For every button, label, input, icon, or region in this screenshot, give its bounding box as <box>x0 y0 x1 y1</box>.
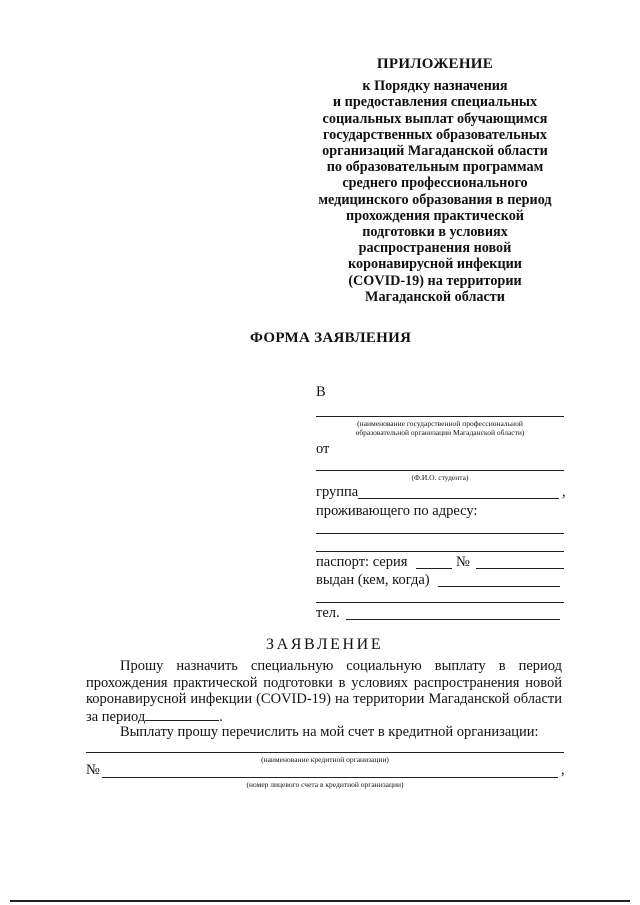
passport-number-field[interactable] <box>476 568 564 569</box>
passport-series-field[interactable] <box>416 568 452 569</box>
to-label: В <box>316 384 326 400</box>
appendix-line: распространения новой <box>358 240 512 257</box>
appendix-line: Магаданской области <box>365 288 505 305</box>
group-comma: , <box>562 484 566 500</box>
phone-label: тел. <box>316 605 340 621</box>
transfer-line: Выплату прошу перечислить на мой счет в кредитной организации: <box>120 724 539 740</box>
appendix-line: среднего профессионального <box>342 175 528 192</box>
appendix-line: к Порядку назначения <box>362 78 508 95</box>
statement-period-end: . <box>219 708 223 725</box>
appendix-line: социальных выплат обучающимся <box>322 110 548 127</box>
appendix-line: по образовательным программам <box>326 159 544 176</box>
group-field[interactable] <box>358 498 559 499</box>
appendix-line: и предоставления специальных <box>332 94 538 111</box>
statement-text: Прошу назначить специальную социальную выплату в период прохождения практической подготовки в условиях распространения новой коронавирусной инфекции (COVID-19) на территории Магаданской области за период <box>86 658 562 725</box>
appendix-line: прохождения практической <box>346 207 524 224</box>
appendix-line: медицинского образования в период <box>318 191 552 208</box>
appendix-line: подготовки в условиях <box>362 224 508 241</box>
bank-caption: (наименование кредитной организации) <box>261 755 389 764</box>
statement-title: ЗАЯВЛЕНИЕ <box>266 636 384 653</box>
org-caption-2: образовательной организации Магаданской области) <box>355 428 525 437</box>
appendix-header <box>300 56 570 305</box>
student-fio-field[interactable] <box>316 470 564 471</box>
form-title: ФОРМА ЗАЯВЛЕНИЯ <box>250 330 412 346</box>
issued-label: выдан (кем, когда) <box>316 572 430 588</box>
account-comma: , <box>561 762 565 778</box>
group-label: группа <box>316 484 359 500</box>
passport-number-label: № <box>456 554 470 570</box>
bank-name-field[interactable] <box>86 752 564 753</box>
from-label: от <box>316 441 330 457</box>
account-number-field[interactable] <box>102 777 558 778</box>
issued-field-2[interactable] <box>316 602 564 603</box>
statement-paragraph <box>86 658 562 725</box>
issued-field[interactable] <box>438 586 560 587</box>
passport-series-label: паспорт: серия <box>316 554 408 570</box>
phone-field[interactable] <box>346 619 560 620</box>
appendix-line: государственных образовательных <box>323 126 547 143</box>
account-number-label: № <box>86 762 100 778</box>
appendix-title: ПРИЛОЖЕНИЕ <box>376 56 494 72</box>
account-caption: (номер лицевого счета в кредитной организации) <box>246 780 404 789</box>
appendix-line: коронавирусной инфекции <box>348 256 522 273</box>
org-name-field[interactable] <box>316 416 564 417</box>
address-field-2[interactable] <box>316 551 564 552</box>
appendix-line: организаций Магаданской области <box>322 143 548 160</box>
page-bottom-border <box>10 900 630 902</box>
period-field[interactable] <box>145 708 219 721</box>
address-field-1[interactable] <box>316 533 564 534</box>
address-label: проживающего по адресу: <box>316 503 478 519</box>
fio-caption: (Ф.И.О. студента) <box>411 473 469 482</box>
appendix-line: (COVID-19) на территории <box>348 272 522 289</box>
org-caption-1: (наименование государственной профессиональной <box>357 419 523 428</box>
